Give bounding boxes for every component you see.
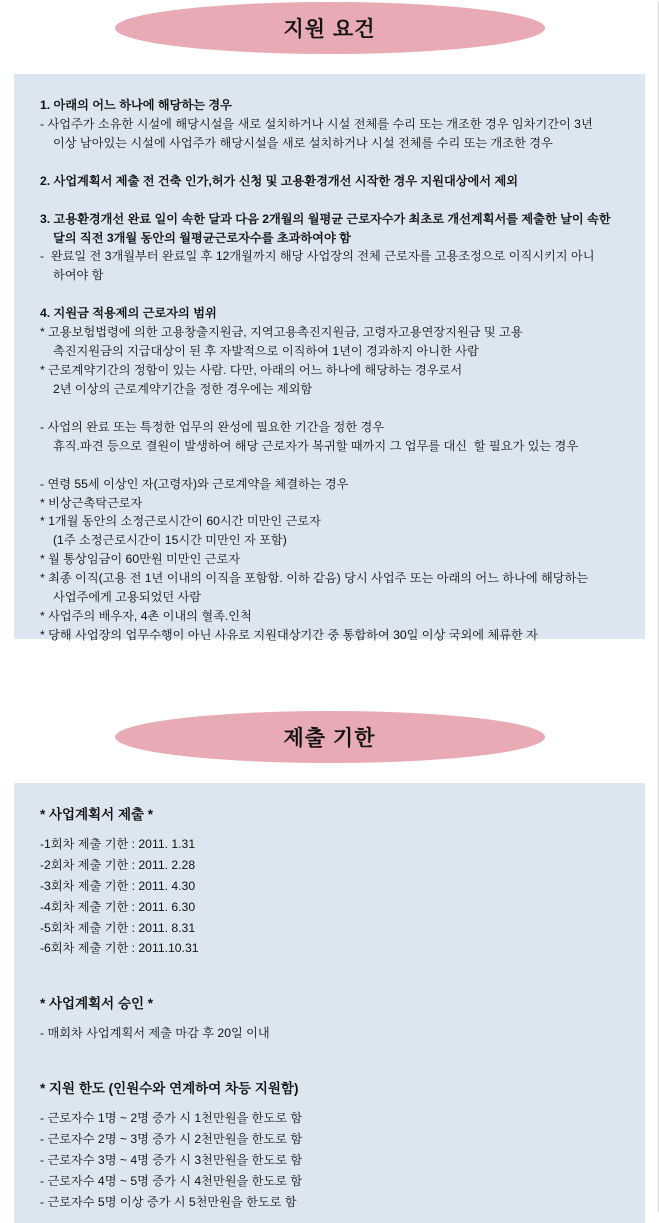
section-spacer: [14, 639, 645, 711]
requirement-block: [40, 96, 619, 153]
spacer: [40, 468, 619, 475]
deadline-item: - 근로자수 4명 ~ 5명 증가 시 4천만원을 한도로 함: [40, 1173, 303, 1188]
deadline-item: -3회차 제출 기한 : 2011. 4.30: [40, 878, 196, 893]
requirements-panel: [14, 74, 645, 642]
requirement-line: 사업주에게 고용되었던 사람: [53, 590, 202, 605]
deadline-item: - 근로자수 5명 이상 증가 시 5천만원을 한도로 함: [40, 1194, 297, 1209]
requirement-line: * 비상근촉탁근로자: [40, 495, 143, 510]
requirement-block: [40, 418, 619, 456]
deadline-item: -4회차 제출 기한 : 2011. 6.30: [40, 899, 196, 914]
requirement-line: 2. 사업계획서 제출 전 건축 인가,허가 신청 및 고용환경개선 시작한 경우 지원대상에서 제외: [40, 173, 519, 188]
requirement-line: - 연령 55세 이상인 자(고령자)와 근로계약을 체결하는 경우: [40, 476, 349, 491]
requirement-line: 이상 남아있는 시설에 사업주가 해당시설을 새로 설치하거나 시설 전체를 수리 또는 개조한 경우: [53, 135, 553, 150]
spacer: [40, 203, 619, 210]
deadline-panel: [14, 783, 645, 1223]
requirements-title-wrap: [14, 2, 645, 54]
deadline-group-heading: * 사업계획서 승인 *: [40, 996, 154, 1012]
requirement-line: * 당해 사업장의 업무수행이 아닌 사유로 지원대상기간 중 통합하여 30일 이상 국외에 체류한 자: [40, 627, 538, 642]
spacer: [40, 1055, 619, 1079]
requirement-line: * 근로계약기간의 정함이 있는 사람. 다만, 아래의 어느 하나에 해당하는 경우로서: [40, 362, 463, 377]
section-requirements: [14, 2, 645, 642]
requirement-line: 휴직.파견 등으로 결원이 발생하여 해당 근로자가 복귀할 때까지 그 업무를 대신 할 필요가 있는 경우: [53, 438, 579, 453]
requirements-title: 지원 요건: [115, 2, 545, 54]
requirement-line: - 사업의 완료 또는 특정한 업무의 완성에 필요한 기간을 정한 경우: [40, 419, 385, 434]
requirement-line: 4. 지원금 적용제의 근로자의 범위: [40, 306, 217, 321]
spacer: [40, 165, 619, 172]
requirement-line: 3. 고용환경개선 완료 일이 속한 달과 다음 2개월의 월평균 근로자수가 최초로 개선계획서를 제출한 날이 속한: [40, 211, 611, 226]
deadline-item: -1회차 제출 기한 : 2011. 1.31: [40, 836, 196, 851]
requirement-line: * 최종 이직(고용 전 1년 이내의 이직을 포함함. 이하 같음) 당시 사업주 또는 아래의 어느 하나에 해당하는: [40, 571, 589, 586]
deadline-item: -6회차 제출 기한 : 2011.10.31: [40, 941, 199, 956]
requirement-block: [40, 475, 619, 645]
spacer: [40, 297, 619, 304]
requirement-line: 하여야 함: [53, 268, 104, 283]
spacer: [40, 411, 619, 418]
deadline-item: -5회차 제출 기한 : 2011. 8.31: [40, 920, 196, 935]
requirement-line: 촉진지원금의 지급대상이 된 후 자발적으로 이직하여 1년이 경과하지 아니한 사람: [53, 344, 479, 359]
deadline-item: -2회차 제출 기한 : 2011. 2.28: [40, 857, 196, 872]
deadline-group: [40, 1079, 619, 1211]
requirement-line: (1주 소정근로시간이 15시간 미만인 자 포함): [53, 533, 287, 548]
deadline-group: [40, 805, 619, 958]
requirement-line: 달의 직전 3개월 동안의 월평균근로자수를 초과하여야 함: [53, 230, 351, 245]
deadline-group-heading: * 지원 한도 (인원수와 연계하여 차등 지원함): [40, 1081, 299, 1097]
deadline-item: - 근로자수 1명 ~ 2명 증가 시 1천만원을 한도로 함: [40, 1111, 303, 1126]
deadline-group-heading: * 사업계획서 제출 *: [40, 807, 154, 822]
requirement-line: * 1개월 동안의 소정근로시간이 60시간 미만인 근로자: [40, 514, 321, 529]
deadline-group: [40, 994, 619, 1043]
requirement-line: 2년 이상의 근로계약기간을 정한 경우에는 제외함: [53, 381, 313, 396]
requirement-line: - 사업주가 소유한 시설에 해당시설을 새로 설치하거나 시설 전체를 수리 또는 개조한 경우 임차기간이 3년: [40, 116, 593, 131]
deadline-title: 제출 기한: [115, 711, 545, 763]
requirement-line: * 사업주의 배우자, 4촌 이내의 혈족.인척: [40, 608, 252, 623]
deadline-item: - 근로자수 3명 ~ 4명 증가 시 3천만원을 한도로 함: [40, 1152, 303, 1167]
requirement-block: [40, 304, 619, 399]
requirement-line: - 완료일 전 3개월부터 완료일 후 12개월까지 해당 사업장의 전체 근로자를 고용조정으로 이직시키지 아니: [40, 249, 595, 264]
deadline-title-wrap: [14, 711, 645, 763]
requirement-block: [40, 210, 619, 286]
deadline-item: - 매회차 사업계획서 제출 마감 후 20일 이내: [40, 1026, 270, 1041]
spacer: [40, 970, 619, 994]
deadline-item: - 근로자수 2명 ~ 3명 증가 시 2천만원을 한도로 함: [40, 1132, 303, 1147]
requirement-line: * 월 통상임금이 60만원 미만인 근로자: [40, 552, 241, 567]
section-deadline: [14, 711, 645, 1223]
requirement-line: * 고용보험법령에 의한 고용창출지원금, 지역고용촉진지원금, 고령자고용연장지원금 및 고용: [40, 325, 523, 340]
requirement-line: 1. 아래의 어느 하나에 해당하는 경우: [40, 98, 232, 112]
document-page: [0, 2, 659, 1212]
requirement-block: [40, 172, 619, 191]
